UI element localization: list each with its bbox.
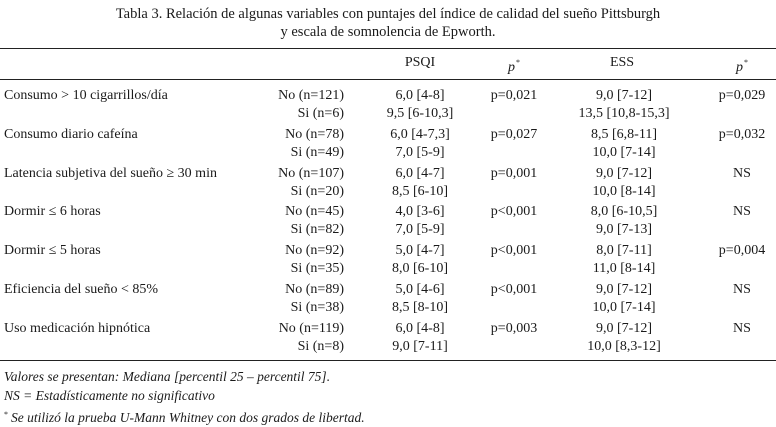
row-variable: Consumo diario cafeína	[4, 126, 138, 142]
row-label-si: Si (n=49)	[290, 144, 344, 160]
ess-si-value: 10,0 [7-14]	[592, 144, 656, 160]
note-test-text: Se utilizó la prueba U-Mann Whitney con dos grados de libertad.	[11, 410, 365, 425]
ess-no-value: 8,0 [6-10,5]	[590, 204, 658, 220]
top-rule	[0, 48, 776, 49]
psqi-si-value: 7,0 [5-9]	[395, 222, 445, 238]
psqi-si-value: 9,5 [6-10,3]	[386, 106, 454, 121]
p-ess-value: NS	[733, 165, 751, 181]
header-p-psqi-mark: *	[516, 58, 520, 67]
p-psqi-value: p<0,001	[490, 204, 538, 220]
header-p-ess	[722, 55, 762, 76]
psqi-si-value: 8,5 [6-10]	[392, 183, 448, 199]
p-psqi-value: p=0,027	[490, 126, 538, 142]
ess-no-value: 9,0 [7-12]	[596, 88, 652, 103]
psqi-si-value: 9,0 [7-11]	[392, 338, 448, 354]
row-label-no: No (n=45)	[285, 204, 344, 220]
p-psqi-value: p<0,001	[490, 243, 538, 259]
ess-si-value: 10,0 [8,3-12]	[587, 338, 661, 354]
psqi-si-value: 7,0 [5-9]	[395, 144, 445, 160]
note-test-mark: *	[4, 410, 8, 419]
psqi-no-value: 5,0 [4-7]	[395, 243, 445, 259]
table-row	[0, 164, 776, 202]
psqi-no-value: 6,0 [4-8]	[395, 320, 445, 336]
p-ess-value: NS	[733, 204, 751, 220]
row-label-si: Si (n=20)	[290, 183, 344, 199]
row-variable: Uso medicación hipnótica	[4, 320, 151, 336]
table-row	[0, 241, 776, 279]
table-row	[0, 202, 776, 240]
psqi-si-value: 8,5 [8-10]	[392, 300, 448, 315]
table-caption	[0, 5, 776, 41]
note-ns: NS = Estadísticamente no significativo	[4, 388, 215, 403]
psqi-no-value: 6,0 [4-7,3]	[390, 126, 450, 142]
table-row	[0, 86, 776, 124]
header-psqi: PSQI	[404, 55, 436, 70]
row-variable: Eficiencia del sueño < 85%	[4, 282, 159, 297]
note-test	[4, 405, 365, 427]
row-variable: Consumo > 10 cigarrillos/día	[4, 88, 168, 103]
table-row	[0, 319, 776, 357]
psqi-no-value: 5,0 [4-6]	[395, 282, 445, 297]
header-p-ess-letter: p	[736, 60, 743, 75]
table-notes	[4, 367, 365, 427]
table-row	[0, 125, 776, 163]
ess-si-value: 9,0 [7-13]	[596, 222, 652, 238]
bottom-rule	[0, 360, 776, 361]
ess-no-value: 9,0 [7-12]	[596, 165, 652, 181]
ess-si-value: 10,0 [8-14]	[592, 183, 656, 199]
p-ess-value: p=0,004	[718, 243, 766, 259]
row-variable: Dormir ≤ 5 horas	[4, 243, 101, 259]
row-label-si: Si (n=35)	[290, 261, 344, 277]
caption-line-2: y escala de somnolencia de Epworth.	[280, 24, 496, 40]
header-p-ess-mark: *	[744, 58, 748, 67]
row-variable: Latencia subjetiva del sueño ≥ 30 min	[4, 165, 217, 181]
p-ess-value: NS	[733, 320, 751, 336]
ess-no-value: 8,0 [7-11]	[596, 243, 652, 259]
row-label-no: No (n=107)	[278, 165, 344, 181]
p-psqi-value: p=0,003	[490, 320, 538, 336]
row-label-no: No (n=78)	[285, 126, 344, 142]
header-p-psqi	[494, 55, 534, 76]
row-label-si: Si (n=6)	[297, 106, 344, 121]
ess-si-value: 13,5 [10,8-15,3]	[578, 106, 670, 121]
row-label-si: Si (n=82)	[290, 222, 344, 238]
table-row	[0, 280, 776, 318]
header-p-psqi-letter: p	[508, 60, 515, 75]
ess-no-value: 9,0 [7-12]	[596, 282, 652, 297]
row-label-no: No (n=92)	[285, 243, 344, 259]
row-label-si: Si (n=8)	[297, 338, 344, 354]
psqi-no-value: 4,0 [3-6]	[395, 204, 445, 220]
p-ess-value: p=0,032	[718, 126, 766, 142]
ess-no-value: 8,5 [6,8-11]	[591, 126, 657, 142]
p-psqi-value: p=0,021	[490, 88, 538, 103]
ess-si-value: 11,0 [8-14]	[592, 261, 656, 277]
row-variable: Dormir ≤ 6 horas	[4, 204, 101, 220]
ess-no-value: 9,0 [7-12]	[596, 320, 652, 336]
ess-si-value: 10,0 [7-14]	[592, 300, 656, 315]
row-label-no: No (n=121)	[278, 88, 344, 103]
p-ess-value: p=0,029	[718, 88, 766, 103]
psqi-si-value: 8,0 [6-10]	[392, 261, 448, 277]
psqi-no-value: 6,0 [4-7]	[395, 165, 445, 181]
caption-line-1: Tabla 3. Relación de algunas variables con puntajes del índice de calidad del sueño Pittsburgh	[115, 6, 661, 22]
row-label-no: No (n=89)	[285, 282, 344, 297]
p-psqi-value: p<0,001	[490, 282, 538, 297]
note-values: Valores se presentan: Mediana [percentil 25 – percentil 75].	[4, 369, 331, 384]
psqi-no-value: 6,0 [4-8]	[395, 88, 445, 103]
row-label-si: Si (n=38)	[290, 300, 344, 315]
row-label-no: No (n=119)	[278, 320, 344, 336]
p-psqi-value: p=0,001	[490, 165, 538, 181]
p-ess-value: NS	[733, 282, 751, 297]
header-ess: ESS	[609, 55, 635, 70]
header-rule	[0, 79, 776, 80]
